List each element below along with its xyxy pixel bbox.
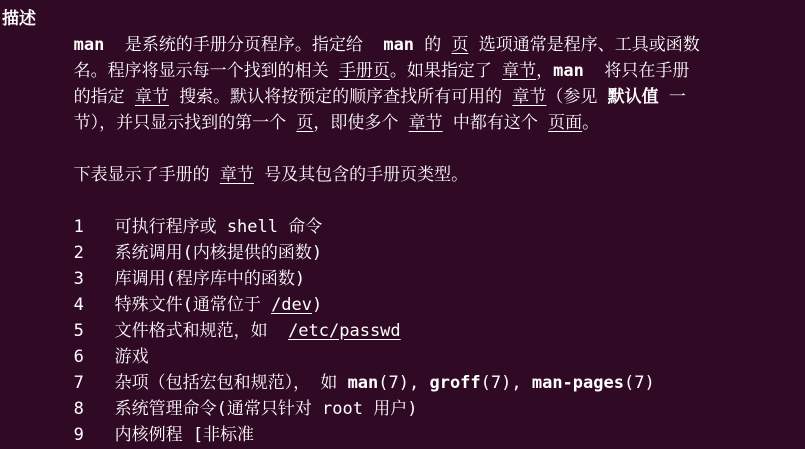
text-run: 选项通常是程序、工具或函数 [468, 35, 700, 55]
text-run: 一 [658, 87, 686, 107]
terminal-line [2, 6, 801, 32]
terminal-line [2, 266, 801, 292]
text-run: ) [312, 295, 323, 315]
terminal-line [2, 214, 801, 240]
text-run: 。如果指定了 [389, 61, 503, 81]
underlined-text: 章节 [408, 113, 443, 133]
underlined-text: 章节 [219, 165, 254, 185]
text-run: 号及其包含的手册页类型。 [253, 165, 469, 185]
text-run: 2 系统调用(内核提供的函数) [2, 243, 323, 263]
text-run [2, 35, 74, 55]
underlined-text: 章节 [502, 61, 537, 81]
bold-text: 默认值 [607, 87, 659, 107]
text-run: 5 文件格式和规范，如 [2, 321, 289, 341]
terminal-line [2, 84, 801, 110]
underlined-text: /etc/passwd [288, 321, 401, 341]
underlined-text: 页 [296, 113, 314, 133]
text-run: (7), [480, 373, 532, 393]
underlined-text: 页面 [548, 113, 583, 133]
terminal-line [2, 136, 801, 162]
terminal-line [2, 58, 801, 84]
text-run: 中都有这个 [442, 113, 549, 133]
bold-text: man [347, 373, 379, 393]
terminal-line [2, 162, 801, 188]
bold-text: man [73, 35, 105, 55]
terminal-line [2, 318, 801, 344]
text-run: ， [536, 61, 554, 81]
text-run: 的 [414, 35, 452, 55]
text-run: 下表显示了手册的 [2, 165, 220, 185]
bold-text: groff [429, 373, 481, 393]
text-run: (7) [623, 373, 655, 393]
underlined-text: 章节 [512, 87, 547, 107]
terminal-line [2, 240, 801, 266]
text-run: （参见 [546, 87, 608, 107]
underlined-text: /dev [271, 295, 313, 315]
text-run: 。 [582, 113, 600, 133]
text-run: 名。程序将显示每一个找到的相关 [2, 61, 339, 81]
text-run: 3 库调用(程序库中的函数) [2, 269, 306, 289]
underlined-text: 章节 [134, 87, 169, 107]
terminal-line [2, 422, 801, 448]
text-run: 将只在手册 [583, 61, 690, 81]
text-run: (7), [378, 373, 430, 393]
terminal-line [2, 396, 801, 422]
terminal-line [2, 292, 801, 318]
terminal-line [2, 32, 801, 58]
terminal-line [2, 344, 801, 370]
text-run: 的指定 [2, 87, 135, 107]
text-run: 6 游戏 [2, 347, 149, 367]
text-run: 1 可执行程序或 shell 命令 [2, 217, 323, 237]
terminal-line [2, 110, 801, 136]
terminal-line [2, 188, 801, 214]
bold-text: man [553, 61, 584, 81]
underlined-text: 手册页 [338, 61, 390, 81]
text-run: 是系统的手册分页程序。指定给 [104, 35, 384, 55]
text-run: 8 系统管理命令(通常只针对 root 用户) [2, 399, 418, 419]
bold-text: man [383, 35, 415, 55]
bold-text: man-pages [531, 373, 624, 393]
text-run: 7 杂项（包括宏包和规范）， 如 [2, 373, 348, 393]
text-run: 9 内核例程 [非标准 [2, 425, 255, 445]
bold-text: 描述 [2, 9, 36, 29]
text-run: 节），并只显示找到的第一个 [2, 113, 297, 133]
text-run: 4 特殊文件(通常位于 [2, 295, 272, 315]
text-run: 搜索。默认将按预定的顺序查找所有可用的 [168, 87, 513, 107]
underlined-text: 页 [451, 35, 469, 55]
text-run: ，即使多个 [313, 113, 409, 133]
terminal-line [2, 370, 801, 396]
